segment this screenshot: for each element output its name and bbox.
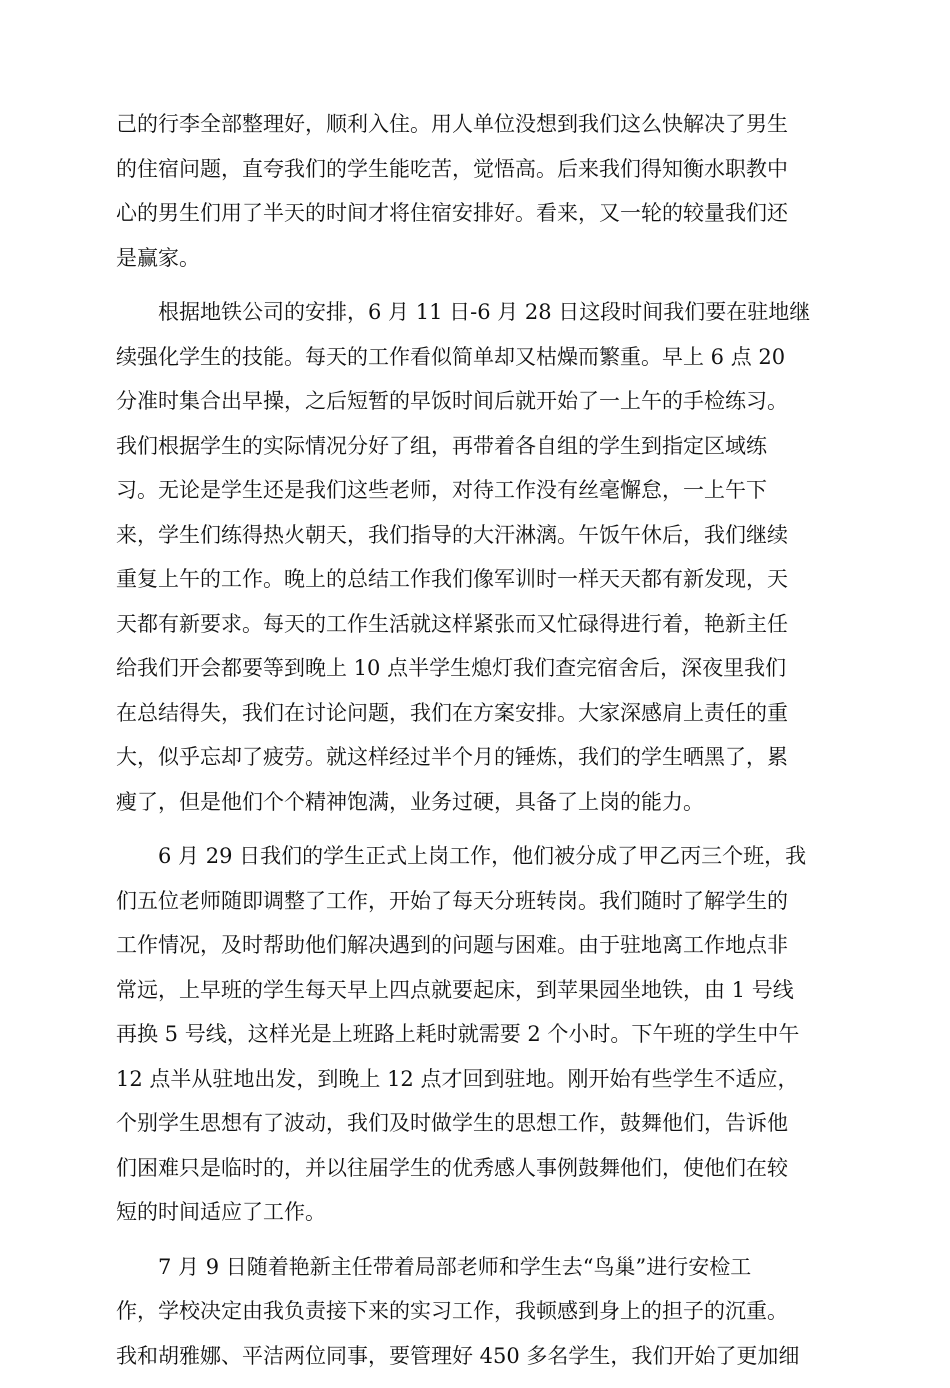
text-line: 心的男生们用了半天的时间才将住宿安排好。看来，又一轮的较量我们还 [116, 201, 788, 225]
text-line: 常远，上早班的学生每天早上四点就要起床，到苹果园坐地铁，由 1 号线 [116, 977, 794, 1002]
text-line: 我们根据学生的实际情况分好了组，再带着各自组的学生到指定区域练 [116, 433, 767, 458]
text-line: 在总结得失，我们在讨论问题，我们在方案安排。大家深感肩上责任的重 [116, 700, 788, 725]
text-line: 瘦了，但是他们个个精神饱满，业务过硬，具备了上岗的能力。 [116, 789, 704, 814]
text-line: 根据地铁公司的安排，6 月 11 日-6 月 28 日这段时间我们要在驻地继 [158, 300, 811, 324]
text-line: 的住宿问题，直夸我们的学生能吃苦，觉悟高。后来我们得知衡水职教中 [116, 156, 788, 181]
text-line: 续强化学生的技能。每天的工作看似简单却又枯燥而繁重。早上 6 点 20 [116, 344, 786, 369]
text-line: 重复上午的工作。晚上的总结工作我们像军训时一样天天都有新发现，天 [116, 567, 788, 591]
text-line: 12 点半从驻地出发，到晚上 12 点才回到驻地。刚开始有些学生不适应， [116, 1066, 799, 1091]
text-line: 个别学生思想有了波动，我们及时做学生的思想工作，鼓舞他们，告诉他 [116, 1111, 788, 1135]
paragraph-1 [116, 102, 838, 280]
text-line: 短的时间适应了工作。 [116, 1200, 326, 1224]
document-body [116, 102, 838, 1388]
text-line: 再换 5 号线，这样光是上班路上耗时就需要 2 个小时。下午班的学生中午 [116, 1022, 800, 1046]
text-line: 给我们开会都要等到晚上 10 点半学生熄灯我们查完宿舍后，深夜里我们 [116, 656, 787, 680]
text-line: 我和胡雅娜、平洁两位同事，要管理好 450 多名学生，我们开始了更加细 [116, 1343, 800, 1368]
text-line: 6 月 29 日我们的学生正式上岗工作，他们被分成了甲乙丙三个班，我 [158, 844, 807, 868]
paragraph-3 [116, 834, 838, 1235]
paragraph-2 [116, 290, 838, 824]
text-line: 大，似乎忘却了疲劳。就这样经过半个月的锤炼，我们的学生晒黑了，累 [116, 745, 788, 769]
text-line: 己的行李全部整理好，顺利入住。用人单位没想到我们这么快解决了男生 [116, 112, 788, 136]
text-line: 来，学生们练得热火朝天，我们指导的大汗淋漓。午饭午休后，我们继续 [116, 522, 788, 547]
text-line: 分准时集合出早操，之后短暂的早饭时间后就开始了一上午的手检练习。 [116, 389, 788, 413]
text-line: 作，学校决定由我负责接下来的实习工作，我顿感到身上的担子的沉重。 [116, 1299, 788, 1323]
text-line: 7 月 9 日随着艳新主任带着局部老师和学生去“鸟巢”进行安检工 [158, 1254, 752, 1279]
text-line: 们困难只是临时的，并以往届学生的优秀感人事例鼓舞他们，使他们在较 [116, 1155, 788, 1180]
paragraph-4 [116, 1245, 838, 1379]
text-line: 习。无论是学生还是我们这些老师，对待工作没有丝毫懈怠，一上午下 [116, 478, 767, 502]
text-line: 是赢家。 [116, 245, 200, 270]
text-line: 们五位老师随即调整了工作，开始了每天分班转岗。我们随时了解学生的 [116, 888, 788, 913]
text-line: 天都有新要求。每天的工作生活就这样紧张而又忙碌得进行着，艳新主任 [116, 611, 788, 636]
text-line: 工作情况，及时帮助他们解决遇到的问题与困难。由于驻地离工作地点非 [116, 933, 788, 957]
